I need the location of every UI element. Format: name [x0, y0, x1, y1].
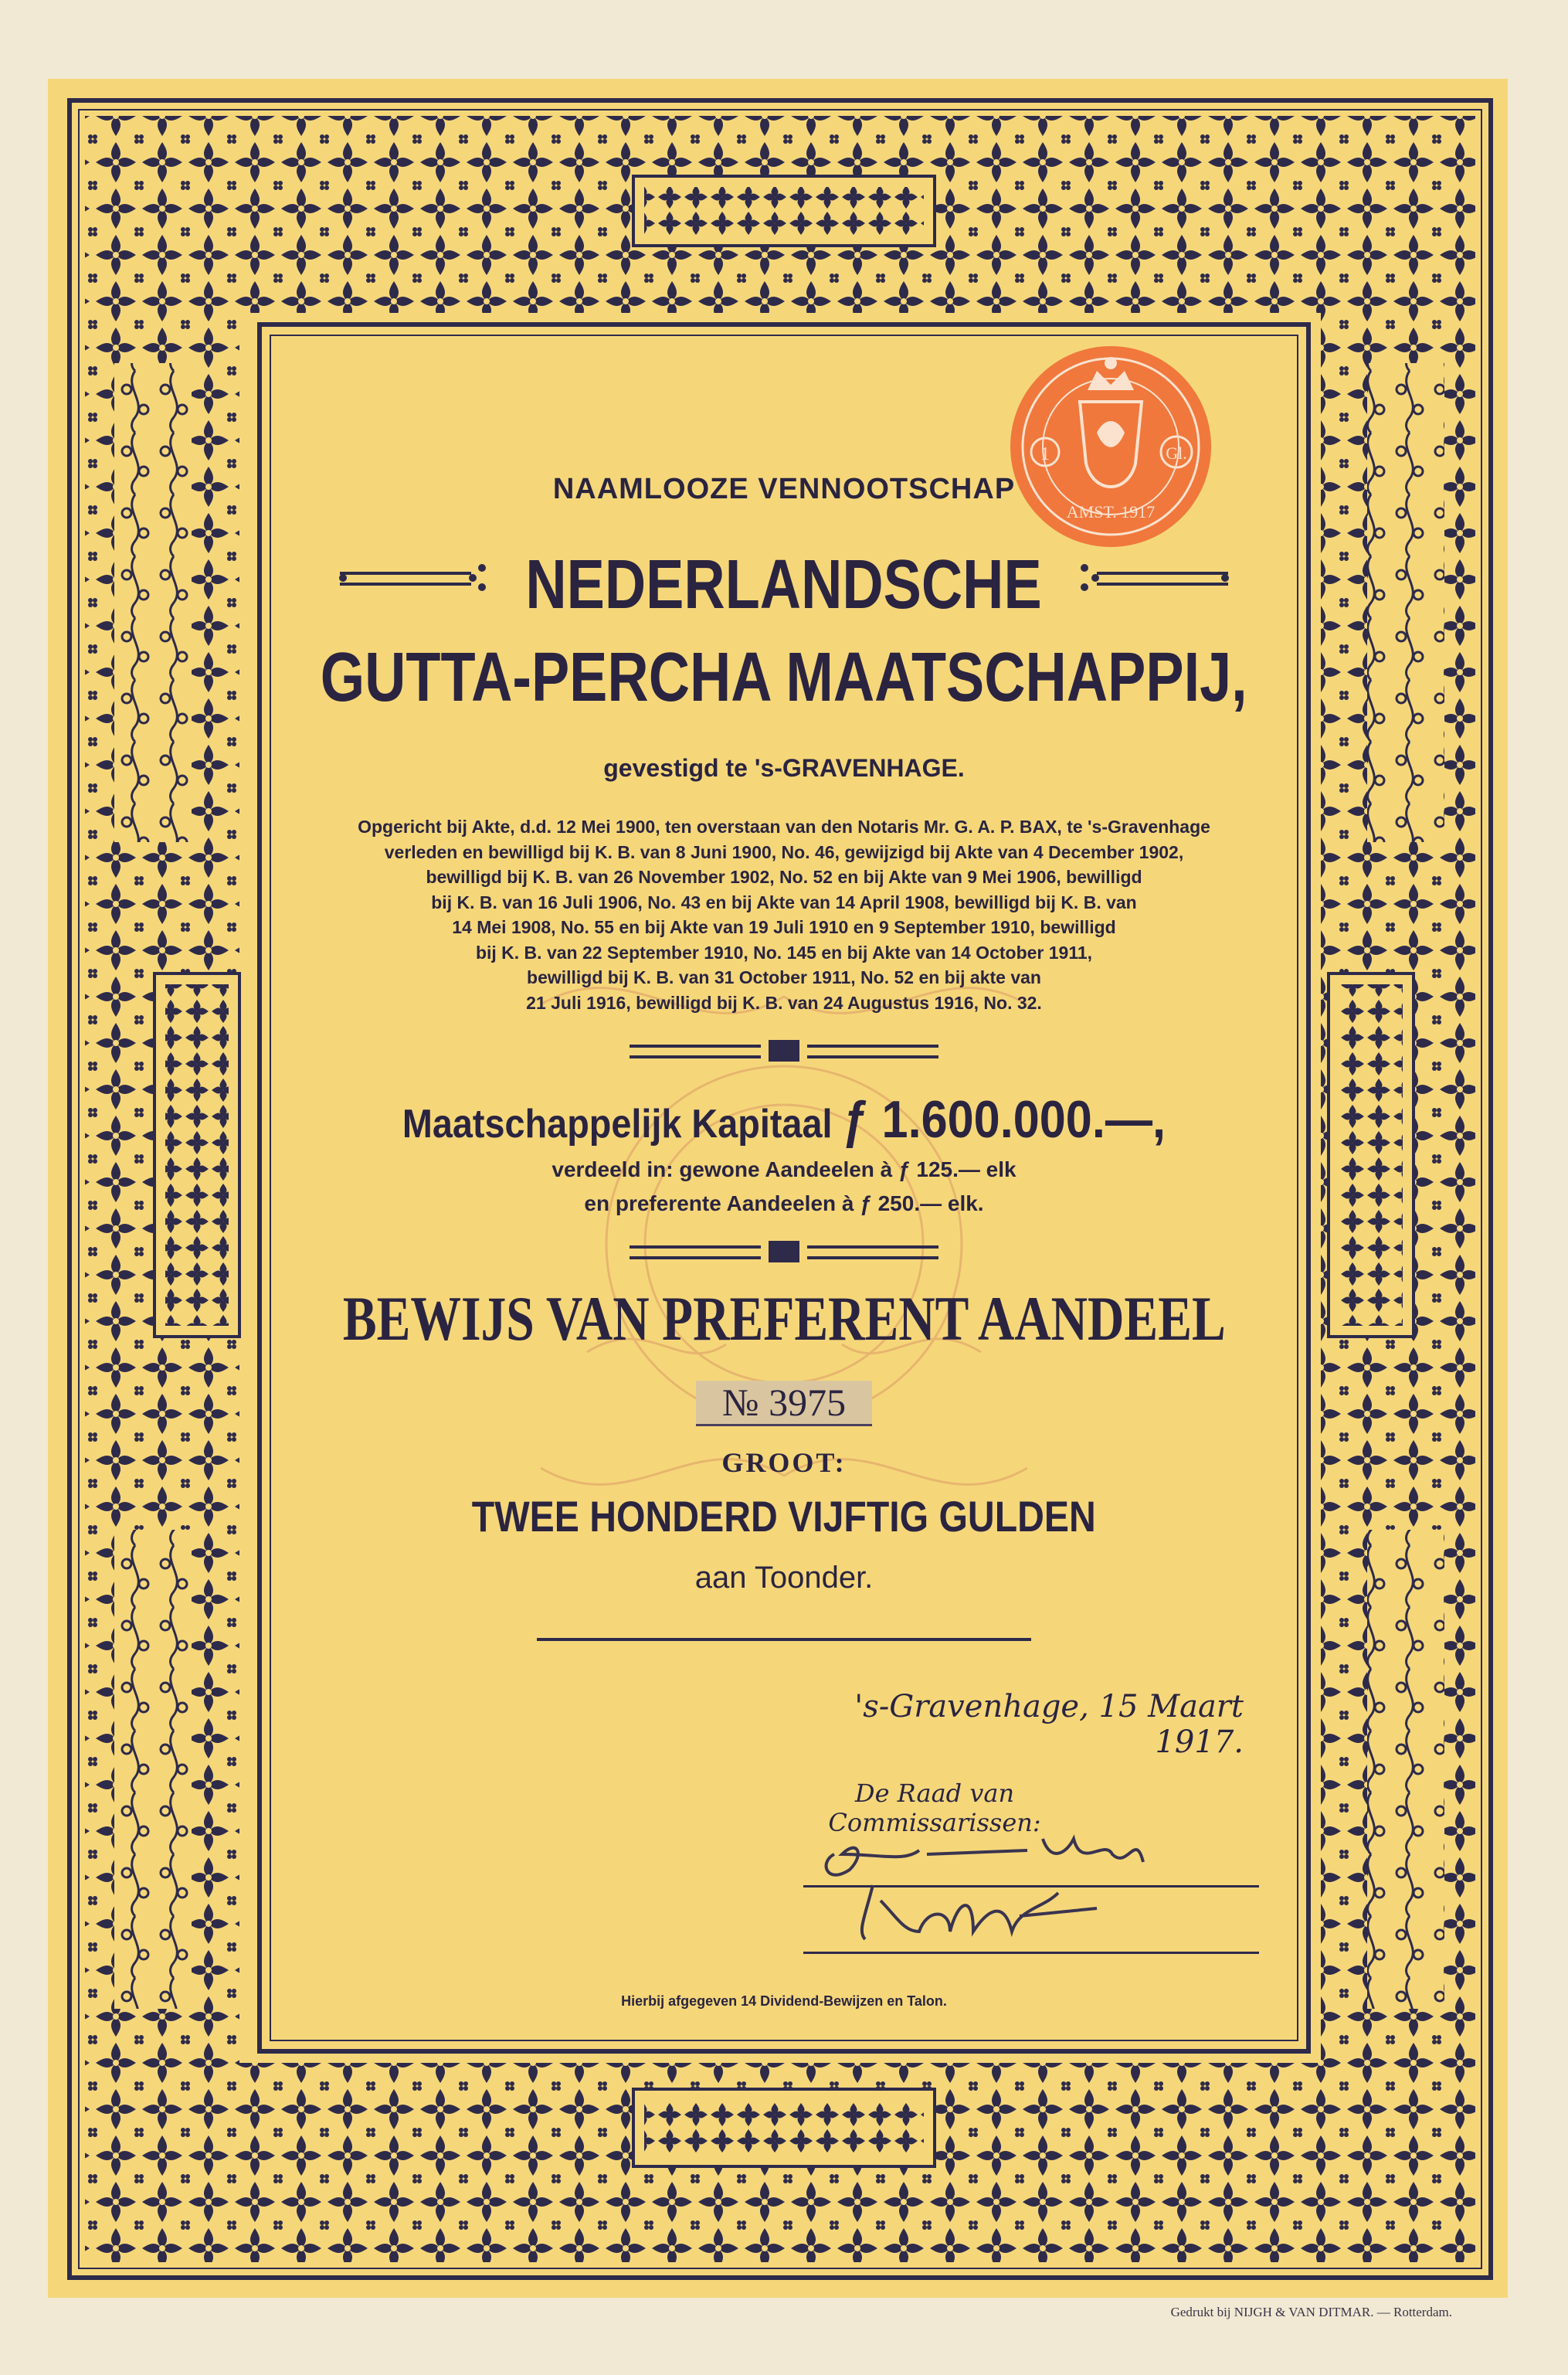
capital-amount: ƒ 1.600.000.—,	[842, 1090, 1166, 1149]
certificate-title	[0, 1283, 1568, 1355]
revenue-stamp	[1010, 346, 1211, 547]
capital-label: Maatschappelijk Kapitaal	[402, 1102, 833, 1147]
legal-line: bewilligd bij K. B. van 31 October 1911, No. 52 en bij akte van	[527, 967, 1041, 987]
certificate-number-value: № 3975	[696, 1381, 872, 1426]
share-capital	[0, 1089, 1568, 1150]
company-name-line-2	[0, 638, 1568, 718]
legal-line: 21 Juli 1916, bewilligd bij K. B. van 24 Augustus 1916, No. 32.	[526, 992, 1042, 1013]
legal-line: Opgericht bij Akte, d.d. 12 Mei 1900, ten overstaan van den Notaris Mr. G. A. P. BAX, te 's-Gravenhage	[358, 817, 1210, 837]
printer-imprint: Gedrukt bij NIJGH & VAN DITMAR. — Rotterdam.	[1170, 2305, 1452, 2319]
amount-in-words	[0, 1491, 1568, 1541]
amount-in-words-text: TWEE HONDERD VIJFTIG GULDEN	[471, 1492, 1097, 1541]
stamp-right-value: Gl.	[1166, 443, 1187, 463]
coupons-note: Hierbij afgegeven 14 Dividend-Bewijzen en Talon.	[621, 1993, 947, 2009]
legal-line: bewilligd bij K. B. van 26 November 1902, No. 52 en bij Akte van 9 Mei 1906, bewilligd	[426, 867, 1142, 887]
stamp-left-value: 1	[1040, 444, 1050, 464]
stamp-text: AMST. 1917	[1066, 502, 1156, 522]
certificate-title-text: BEWIJS VAN PREFERENT AANDEEL	[342, 1283, 1226, 1354]
legal-line: 14 Mei 1908, No. 55 en bij Akte van 19 Juli 1910 en 9 September 1910, bewilligd	[452, 917, 1116, 937]
legal-line: verleden en bewilligd bij K. B. van 8 Juni 1900, No. 46, gewijzigd bij Akte van 4 December 1902,	[384, 841, 1184, 862]
board-label: De Raad van Commissarissen:	[828, 1779, 1041, 1837]
division-line-1: verdeeld in: gewone Aandeelen à ƒ 125.— elk	[552, 1157, 1016, 1181]
company-form: NAAMLOOZE VENNOOTSCHAP	[552, 473, 1016, 505]
legal-line: bij K. B. van 22 September 1910, No. 145 en bij Akte van 14 October 1911,	[475, 942, 1093, 963]
division-line-2: en preferente Aandeelen à ƒ 250.— elk.	[584, 1191, 984, 1215]
share-division	[0, 1153, 1568, 1221]
company-name-line-2-text: GUTTA-PERCHA MAATSCHAPPIJ,	[321, 639, 1247, 716]
bearer-text: aan Toonder.	[694, 1561, 874, 1595]
certificate-number	[0, 1380, 1568, 1425]
groot-label: GROOT:	[721, 1447, 847, 1478]
legal-line: bij K. B. van 16 Juli 1906, No. 43 en bij Akte van 14 April 1908, bewilligd bij K. B. van	[431, 892, 1137, 912]
legal-text	[324, 814, 1244, 1015]
company-name-line-1-text: NEDERLANDSCHE	[525, 546, 1043, 623]
place-and-date: 's-Gravenhage, 15 Maart 1917.	[854, 1689, 1244, 1760]
company-seat: gevestigd te 's-GRAVENHAGE.	[603, 754, 965, 782]
company-name-line-1	[0, 545, 1568, 625]
